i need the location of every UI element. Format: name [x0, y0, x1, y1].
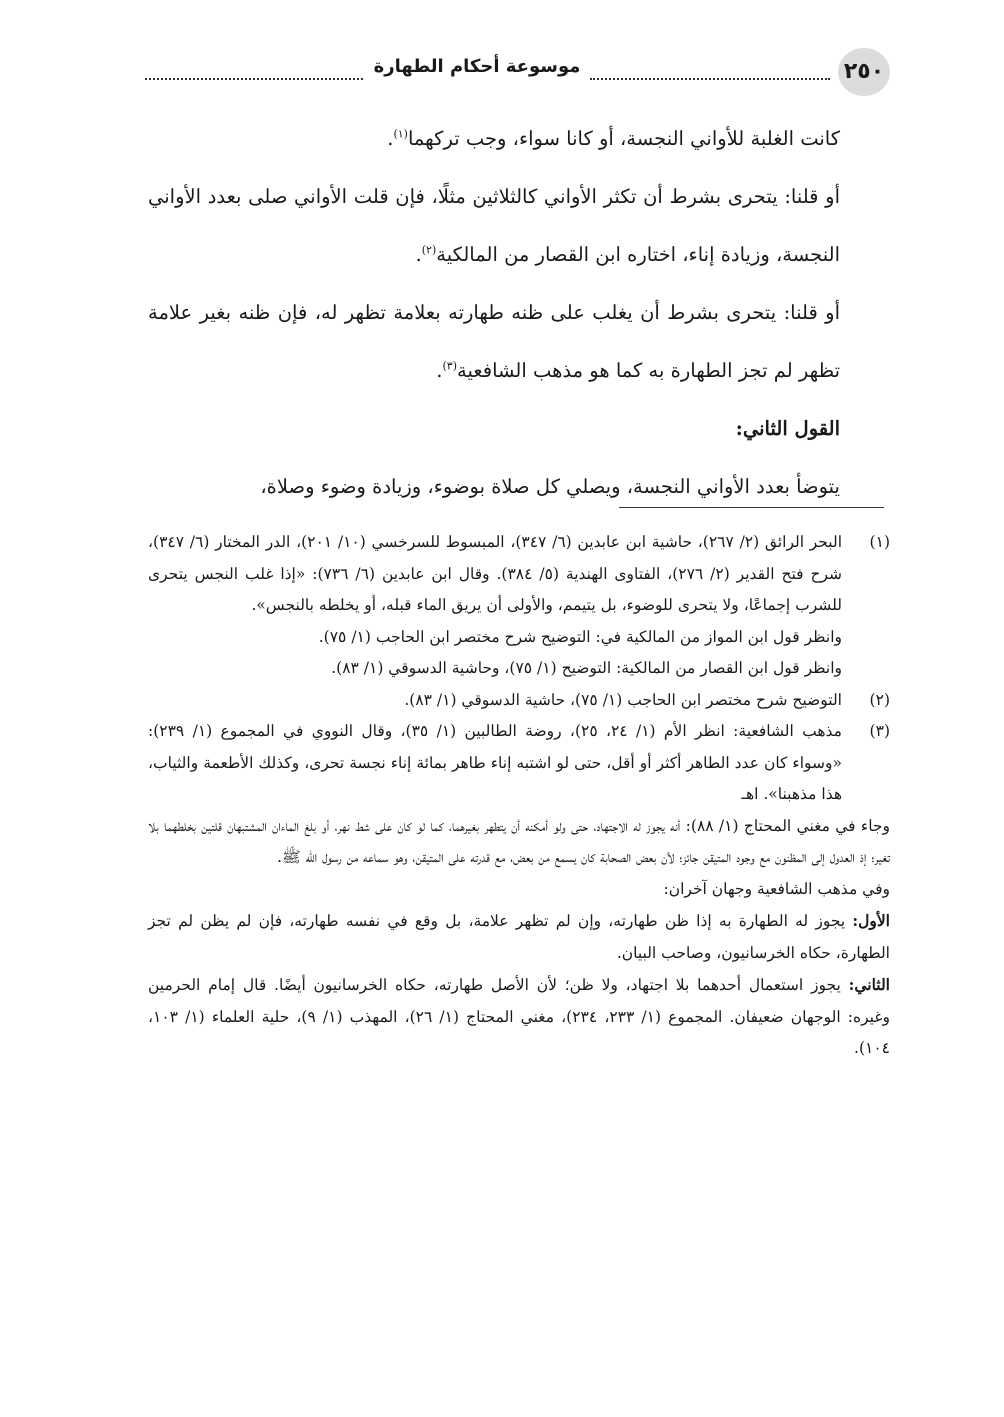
footnote-2-text: التوضيح شرح مختصر ابن الحاجب (١/ ٧٥)، حاشية الدسوقي (١/ ٨٣). — [404, 690, 842, 709]
first-view-text: يجوز له الطهارة به إذا ظن طهارته، وإن لم تظهر علامة، بل وقع في نفسه طهارته، فإن لم يظن لم تجز الطهارة، حكاه الخرسانيون، وصاحب البيان. — [148, 912, 890, 962]
footnote-3-body — [148, 716, 842, 811]
footnote-separator — [619, 507, 884, 508]
footnote-3-paragraph-2: وجاء في مغني المحتاج (١/ ٨٨): أنه يجوز له الاجتهاد، حتى ولو أمكنه أن يتطهر بغيرهما، كما لو كان على شط نهر، أو بلغ الماءان المشتبهان قلتين بخلطهما بلا تغير؛ إذ العدول إلى المظنون مع وجود المتيقن جائز؛ لأن بعض الصحابة كان يسمع من بعض، مع قدرته على المتيقن، وهو سماعه من رسول الله ﷺ. — [148, 816, 890, 866]
first-view-label: الأول: — [852, 911, 890, 930]
footnote-3-paragraph-3: وفي مذهب الشافعية وجهان آخران: — [663, 879, 890, 898]
paragraph-1-end: . — [387, 127, 394, 150]
paragraph-3-text: أو قلنا: يتحرى بشرط أن يغلب على ظنه طهارته بعلامة تظهر له، فإن ظنه بغير علامة تظهر لم تجز الطهارة به كما هو مذهب الشافعية — [148, 301, 841, 382]
footnote-3-second-view — [148, 969, 890, 1065]
page-header — [145, 48, 890, 96]
page-number: ٢٥٠ — [838, 48, 890, 96]
footnote-2-body — [148, 685, 842, 717]
footnote-1 — [148, 527, 890, 685]
footnote-3-number: (٣) — [869, 722, 890, 740]
second-view-text: يجوز استعمال أحدهما بلا اجتهاد، ولا ظن؛ لأن الأصل طهارته، حكاه الخرسانيون أيضًا. قال إمام الحرمين وغيره: الوجهان ضعيفان. المجموع (١/ ٢٣٣، ٢٣٤)، مغني المحتاج (١/ ٢٦)، المهذب (١/ ٩)، حلية العلماء (١/ ١٠٣، ١٠٤). — [148, 976, 890, 1057]
footnote-ref-2[interactable]: (٢) — [421, 243, 437, 257]
paragraph-2-text: أو قلنا: يتحرى بشرط أن تكثر الأواني كالثلاثين مثلًا، فإن قلت الأواني صلى بعدد الأواني النجسة، وزيادة إناء، اختاره ابن القصار من المالكية — [148, 185, 840, 266]
header-dots-right — [590, 78, 830, 80]
paragraph-4: يتوضأ بعدد الأواني النجسة، ويصلي كل صلاة بوضوء، وزيادة وضوء وصلاة، — [260, 475, 840, 498]
paragraph-2 — [148, 168, 840, 284]
footnote-ref-3[interactable]: (٣) — [442, 359, 458, 373]
footnote-1-text: البحر الرائق (٢/ ٢٦٧)، حاشية ابن عابدين (٦/ ٣٤٧)، المبسوط للسرخسي (١٠/ ٢٠١)، الدر المختار (٦/ ٣٤٧)، شرح فتح القدير (٢/ ٢٧٦)، الفتاوى الهندية (٥/ ٣٨٤). وقال ابن عابدين (٦/ ٧٣٦): «إذا غلب النجس يتحرى للشرب إجماعًا، ولا يتحرى للوضوء، بل يتيمم، والأولى أن يريق الماء قبله، أو يخلطه بالنجس». — [148, 533, 843, 614]
header-dots-left — [145, 78, 363, 80]
footnote-3 — [148, 716, 890, 811]
footnote-1-number: (١) — [869, 533, 890, 551]
paragraph-2-end: . — [415, 243, 422, 266]
footnote-1-line-2: وانظر قول ابن المواز من المالكية في: التوضيح شرح مختصر ابن الحاجب (١/ ٧٥). — [318, 627, 842, 646]
paragraph-3-end: . — [436, 359, 443, 382]
paragraph-3 — [148, 284, 840, 400]
footnotes — [148, 527, 890, 1065]
footnote-1-body — [148, 527, 842, 685]
footnote-1-line-3: وانظر قول ابن القصار من المالكية: التوضيح (١/ ٧٥)، وحاشية الدسوقي (١/ ٨٣). — [331, 659, 842, 677]
paragraph-1 — [148, 110, 840, 168]
section-heading: القول الثاني: — [735, 417, 840, 440]
main-text — [148, 110, 840, 516]
footnote-3-text: مذهب الشافعية: انظر الأم (١/ ٢٤، ٢٥)، روضة الطالبين (١/ ٣٥)، وقال النووي في المجموع (١/ ٢٣٩): «وسواء كان عدد الطاهر أكثر أو أقل، حتى لو اشتبه إناء طاهر بمائة إناء نجسة تحرى، وكذلك الأطعمة والثياب، هذا مذهبنا». اهـ — [148, 722, 842, 803]
footnote-2 — [148, 685, 890, 717]
footnote-ref-1[interactable]: (١) — [393, 127, 408, 141]
paragraph-1-text: كانت الغلبة للأواني النجسة، أو كانا سواء، وجب تركهما — [407, 127, 840, 150]
footnote-2-number: (٢) — [869, 690, 890, 709]
second-view-label: الثاني: — [848, 975, 890, 994]
footnote-3-first-view — [148, 905, 890, 969]
book-title: موسوعة أحكام الطهارة — [373, 56, 581, 77]
